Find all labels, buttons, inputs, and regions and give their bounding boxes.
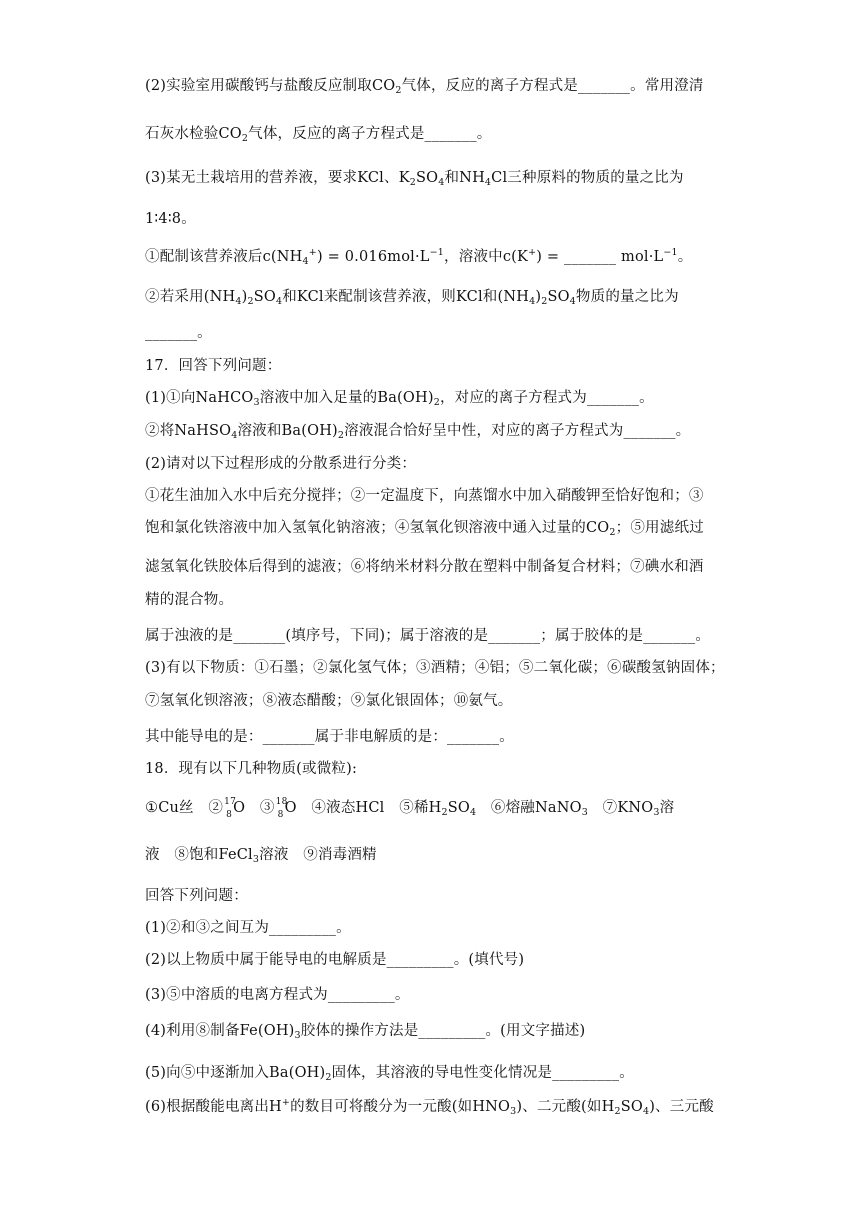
text-line-4 <box>145 209 196 229</box>
subscript: 3 <box>581 807 588 818</box>
text-run: 其中能导电的是：_______属于非电解质的是：_______。 <box>145 729 514 745</box>
subscript: 2 <box>614 1106 621 1117</box>
text-run: 溶液中加入足量的Ba(OH) <box>259 390 434 406</box>
text-run: 精的混合物。 <box>145 592 234 608</box>
text-run: (2)请对以下过程形成的分散系进行分类： <box>145 456 417 472</box>
text-run: 溶 <box>659 800 675 816</box>
text-line-13 <box>145 518 704 538</box>
text-line-17 <box>145 658 725 678</box>
subscript: 4 <box>438 177 445 188</box>
text-line-1 <box>145 76 704 96</box>
text-run: ) = _______ mol·L <box>536 249 664 265</box>
text-run: SO <box>447 800 470 816</box>
text-line-9 <box>145 388 654 408</box>
text-run: )、三元酸 <box>649 1099 714 1115</box>
text-run: 回答下列问题： <box>145 888 248 904</box>
subscript: 2 <box>247 296 254 307</box>
text-run: (2)实验室用碳酸钙与盐酸反应制取CO <box>145 78 396 94</box>
text-run: SO <box>253 289 276 305</box>
text-line-2 <box>145 124 491 144</box>
superscript: + <box>528 247 537 258</box>
superscript: + <box>281 1097 291 1108</box>
subscript: 3 <box>253 397 260 408</box>
subscript: 2 <box>325 1072 332 1083</box>
text-run: (4)利用⑧制备Fe(OH) <box>145 1023 295 1039</box>
subscript: 2 <box>241 133 249 144</box>
text-run: )、二元酸(如H <box>516 1099 615 1115</box>
text-line-23 <box>145 886 248 906</box>
subscript: 3 <box>252 854 260 865</box>
text-run: (3)有以下物质：①石墨；②氯化氢气体；③酒精；④铝；⑤二氧化碳；⑥碳酸氢钠固体； <box>145 660 725 676</box>
text-run: (2)以上物质中属于能导电的电解质是_________。(填代号) <box>145 952 525 968</box>
text-line-7 <box>145 323 212 343</box>
text-run: O ③ <box>233 800 275 816</box>
text-run: ①配制该营养液后c(NH <box>145 249 303 265</box>
superscript: + <box>308 247 317 258</box>
subscript: 4 <box>569 296 576 307</box>
subscript: 4 <box>275 296 283 307</box>
isotope-notation <box>275 797 288 820</box>
text-line-25 <box>145 950 524 970</box>
text-run: (6)根据酸能电离出H <box>145 1099 282 1115</box>
text-run: 和NH <box>444 170 485 186</box>
subscript: 4 <box>642 1106 650 1117</box>
text-run: 溶液和Ba(OH) <box>237 423 338 439</box>
text-run: 液 ⑧饱和FeCl <box>145 847 253 863</box>
text-line-27 <box>145 1021 585 1041</box>
text-run: ⑦KNO <box>587 800 654 816</box>
text-run: (3)⑤中溶质的电离方程式为_________。 <box>145 987 410 1003</box>
text-line-15 <box>145 590 233 610</box>
text-run: ) = 0.016mol·L <box>316 249 430 265</box>
subscript: 4 <box>302 256 309 267</box>
text-run: 17．回答下列问题： <box>145 358 282 374</box>
text-run: (1)①向NaHCO <box>145 390 254 406</box>
text-run: 石灰水检验CO <box>145 126 242 142</box>
subscript: 3 <box>653 807 660 818</box>
atomic-number: 8 <box>277 810 284 820</box>
mass-number: 17 <box>224 797 236 807</box>
text-line-19 <box>145 727 514 747</box>
superscript: −1 <box>429 247 445 258</box>
text-line-10 <box>145 421 690 441</box>
subscript: 3 <box>510 1106 517 1117</box>
text-run: O ④液态HCl ⑤稀H <box>284 800 442 816</box>
text-run: Cl三种原料的物质的量之比为 <box>491 170 684 186</box>
subscript: 3 <box>294 1030 301 1041</box>
subscript: 2 <box>609 527 616 538</box>
text-run: SO <box>416 170 439 186</box>
subscript: 2 <box>441 807 448 818</box>
text-line-26 <box>145 985 410 1005</box>
text-run: (1)②和③之间互为_________。 <box>145 920 351 936</box>
subscript: 2 <box>409 177 416 188</box>
text-run: 。 <box>677 249 693 265</box>
subscript: 2 <box>395 85 402 96</box>
text-run: ①花生油加入水中后充分搅拌；②一定温度下，向蒸馏水中加入硝酸钾至恰好饱和；③ <box>145 488 704 504</box>
text-line-14 <box>145 557 704 577</box>
subscript: 4 <box>231 430 238 441</box>
text-line-21 <box>145 798 674 818</box>
text-run: ) <box>241 289 248 305</box>
text-run: ⑦氢氧化钡溶液；⑧液态醋酸；⑨氯化银固体；⑩氨气。 <box>145 693 513 709</box>
text-run: 气体，反应的离子方程式是_______。 <box>248 126 492 142</box>
mass-number: 18 <box>275 797 288 807</box>
text-line-28 <box>145 1063 634 1083</box>
text-run: ；⑤用滤纸过 <box>615 520 704 536</box>
text-run: SO <box>547 289 570 305</box>
text-run: ，溶液中c(K <box>444 249 529 265</box>
text-line-18 <box>145 691 513 711</box>
text-run: ②将NaHSO <box>145 423 232 439</box>
text-line-20 <box>145 759 357 779</box>
text-run: 的数目可将酸分为一元酸(如HNO <box>290 1099 511 1115</box>
subscript: 2 <box>337 430 345 441</box>
text-run: 溶液 ⑨消毒酒精 <box>259 847 377 863</box>
text-run: 属于浊液的是_______(填序号，下同)；属于溶液的是_______；属于胶体的是_______。 <box>145 628 711 644</box>
text-line-3 <box>145 168 684 188</box>
text-run: ②若采用(NH <box>145 289 236 305</box>
text-run: SO <box>620 1099 643 1115</box>
text-run: ⑥熔融NaNO <box>476 800 582 816</box>
subscript: 2 <box>541 296 548 307</box>
subscript: 4 <box>469 807 477 818</box>
text-run: (5)向⑤中逐渐加入Ba(OH) <box>145 1065 326 1081</box>
text-line-5 <box>145 247 692 267</box>
isotope-notation <box>223 797 236 820</box>
subscript: 4 <box>529 296 536 307</box>
text-run: 滤氢氧化铁胶体后得到的滤液；⑥将纳米材料分散在塑料中制备复合材料；⑦碘水和酒 <box>145 559 704 575</box>
text-line-24 <box>145 918 351 938</box>
text-run: 1∶4∶8。 <box>145 211 196 227</box>
text-run: 固体，其溶液的导电性变化情况是_________。 <box>331 1065 634 1081</box>
text-run: ) <box>535 289 542 305</box>
text-run: ，对应的离子方程式为_______。 <box>439 390 654 406</box>
superscript: −1 <box>663 247 678 258</box>
text-run: 和KCl来配制该营养液，则KCl和(NH <box>282 289 530 305</box>
subscript: 4 <box>235 296 242 307</box>
text-run: _______。 <box>145 325 212 341</box>
subscript: 2 <box>433 397 440 408</box>
text-line-11 <box>145 454 416 474</box>
text-line-22 <box>145 845 377 865</box>
text-run: ①Cu丝 ② <box>145 800 224 816</box>
text-line-8 <box>145 356 281 376</box>
text-run: 溶液混合恰好呈中性，对应的离子方程式为_______。 <box>344 423 691 439</box>
subscript: 4 <box>484 177 492 188</box>
text-run: 胶体的操作方法是_________。(用文字描述) <box>300 1023 586 1039</box>
text-run: 18．现有以下几种物质(或微粒): <box>145 761 358 777</box>
text-run: 饱和氯化铁溶液中加入氢氧化钠溶液；④氢氧化钡溶液中通入过量的CO <box>145 520 610 536</box>
text-line-16 <box>145 626 710 646</box>
atomic-number: 8 <box>226 810 233 820</box>
text-line-29 <box>145 1097 714 1117</box>
text-line-6 <box>145 287 679 307</box>
text-line-12 <box>145 486 704 506</box>
text-run: (3)某无土栽培用的营养液，要求KCl、K <box>145 170 410 186</box>
text-run: 气体，反应的离子方程式是_______。常用澄清 <box>401 78 704 94</box>
text-run: 物质的量之比为 <box>575 289 679 305</box>
